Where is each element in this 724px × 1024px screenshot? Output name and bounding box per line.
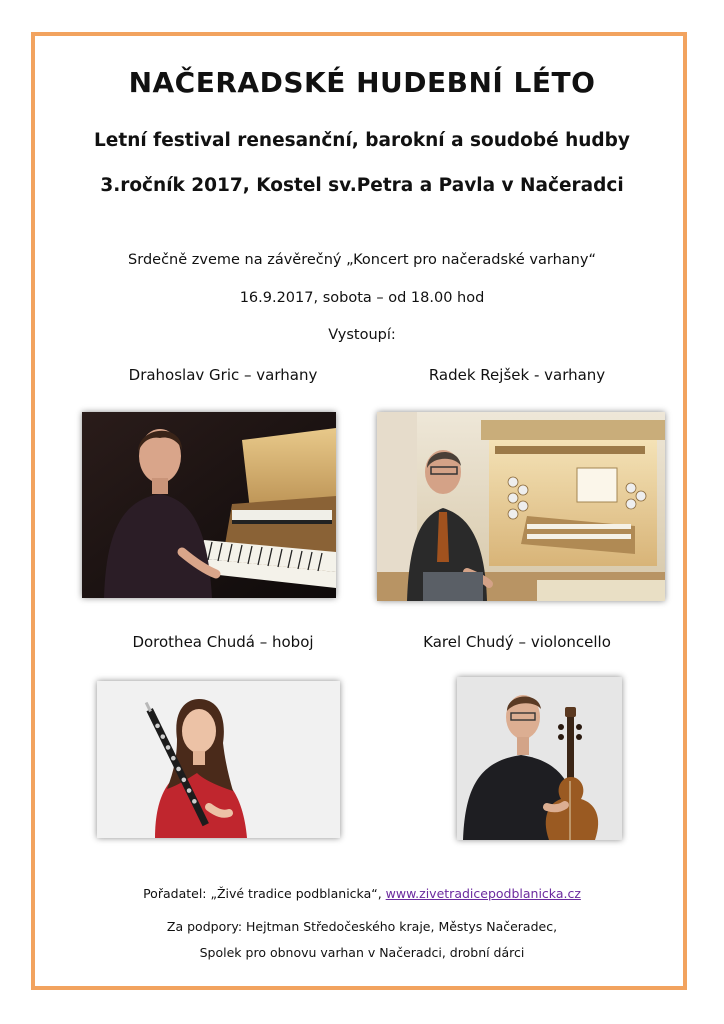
- performer-label-gric: Drahoslav Gric – varhany: [128, 366, 318, 384]
- performer-label-chudy: Karel Chudý – violoncello: [423, 633, 611, 651]
- support-line-2: Spolek pro obnovu varhan v Načeradci, drobní dárci: [199, 945, 525, 960]
- organizer-text: Pořadatel: „Živé tradice podblanicka“,: [143, 886, 386, 901]
- organizer-website-link[interactable]: www.zivetradicepodblanicka.cz: [385, 886, 581, 901]
- edition-venue: 3.ročník 2017, Kostel sv.Petra a Pavla v Načeradci: [100, 175, 624, 196]
- poster-title: NAČERADSKÉ HUDEBNÍ LÉTO: [128, 66, 596, 99]
- performers-heading: Vystoupí:: [328, 327, 396, 343]
- organizer-line: [0, 886, 724, 901]
- photo-karel-chudy: [457, 677, 622, 840]
- concert-invitation: Srdečně zveme na závěrečný „Koncert pro načeradské varhany“: [128, 252, 596, 268]
- festival-subtitle: Letní festival renesanční, barokní a soudobé hudby: [94, 130, 630, 151]
- photo-dorothea-chuda: [97, 681, 340, 838]
- performer-label-chuda: Dorothea Chudá – hoboj: [132, 633, 314, 651]
- support-line-1: Za podpory: Hejtman Středočeského kraje, Městys Načeradec,: [166, 919, 558, 934]
- photo-drahoslav-gric: [82, 412, 336, 598]
- concert-date-time: 16.9.2017, sobota – od 18.00 hod: [239, 290, 485, 306]
- photo-radek-rejsek: [377, 412, 665, 601]
- performer-label-rejsek: Radek Rejšek - varhany: [428, 366, 606, 384]
